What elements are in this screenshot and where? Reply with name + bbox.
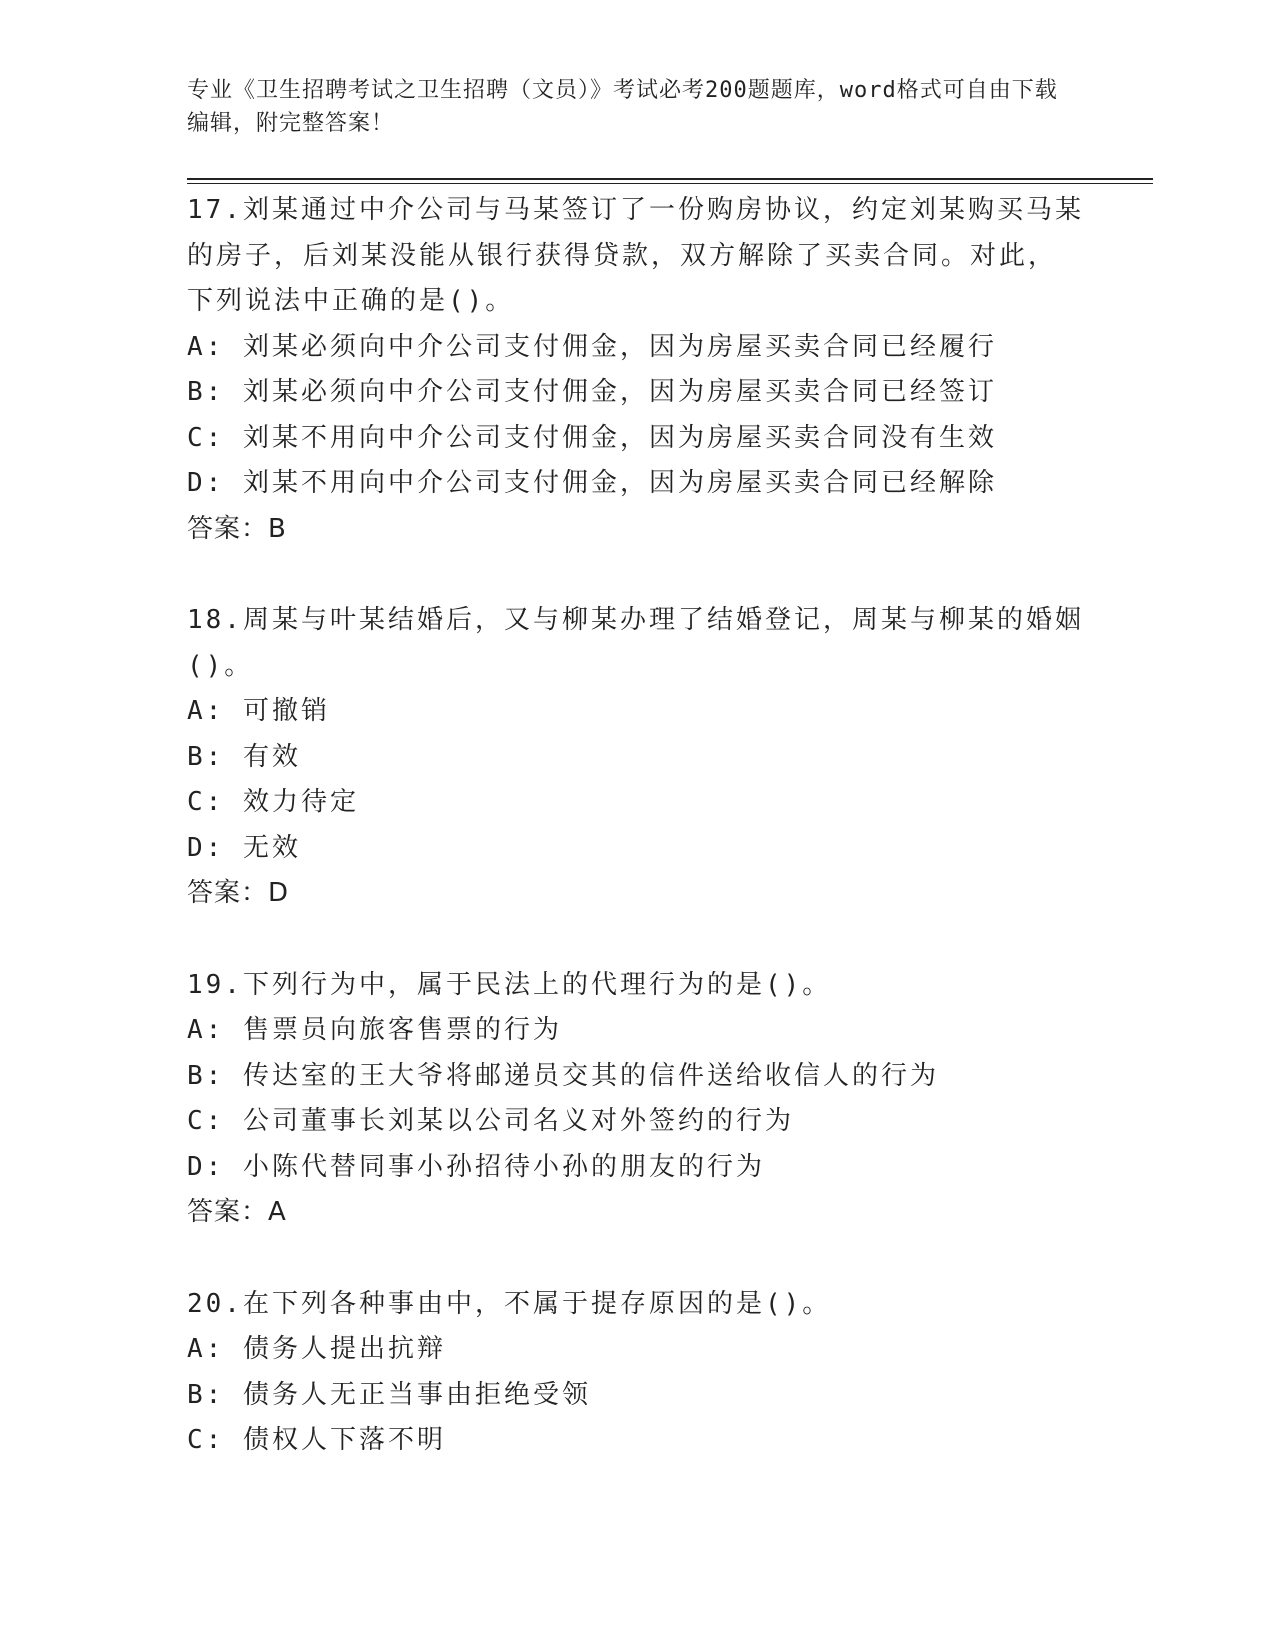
question-stem: 19.下列行为中，属于民法上的代理行为的是()。 [187,969,832,1000]
option-a: A: 可撤销 [187,696,330,726]
header-divider-thick [187,178,1153,180]
document-header: 专业《卫生招聘考试之卫生招聘（文员）》考试必考200题题库，word格式可自由下载编辑，附完整答案！ [187,78,1058,136]
answer-key: 答案：D [187,878,290,908]
answer-key: 答案：B [187,513,287,544]
option-a: A: 刘某必须向中介公司支付佣金，因为房屋买卖合同已经履行 [187,331,997,362]
option-a: A: 售票员向旅客售票的行为 [187,1015,562,1045]
question-19 [187,963,1087,1236]
option-b: B: 有效 [187,741,301,772]
question-stem: ()。 [187,650,254,681]
option-d: D: 刘某不用向中介公司支付佣金，因为房屋买卖合同已经解除 [187,468,997,498]
question-stem: 18.周某与叶某结婚后，又与柳某办理了结婚登记，周某与柳某的婚姻 [187,605,1084,635]
option-b: B: 刘某必须向中介公司支付佣金，因为房屋买卖合同已经签订 [187,377,997,407]
option-c: C: 刘某不用向中介公司支付佣金，因为房屋买卖合同没有生效 [187,422,997,453]
option-c: C: 效力待定 [187,787,359,817]
option-d: D: 小陈代替同事小孙招待小孙的朋友的行为 [187,1151,765,1182]
option-b: B: 债务人无正当事由拒绝受领 [187,1379,591,1410]
option-c: C: 公司董事长刘某以公司名义对外签约的行为 [187,1106,794,1136]
option-c: C: 债权人下落不明 [187,1425,446,1455]
answer-key: 答案：A [187,1197,287,1227]
option-a: A: 债务人提出抗辩 [187,1334,446,1364]
question-17 [187,188,1087,552]
question-18 [187,598,1087,917]
question-list [187,188,1087,1510]
question-20 [187,1282,1087,1464]
question-stem: 的房子，后刘某没能从银行获得贷款，双方解除了买卖合同。对此， [187,240,1058,271]
option-d: D: 无效 [187,832,301,863]
question-stem: 下列说法中正确的是()。 [187,286,515,316]
question-stem: 17.刘某通过中介公司与马某签订了一份购房协议，约定刘某购买马某 [187,195,1084,225]
question-stem: 20.在下列各种事由中，不属于提存原因的是()。 [187,1288,832,1319]
header-divider-thin [187,183,1153,184]
option-b: B: 传达室的王大爷将邮递员交其的信件送给收信人的行为 [187,1060,939,1091]
